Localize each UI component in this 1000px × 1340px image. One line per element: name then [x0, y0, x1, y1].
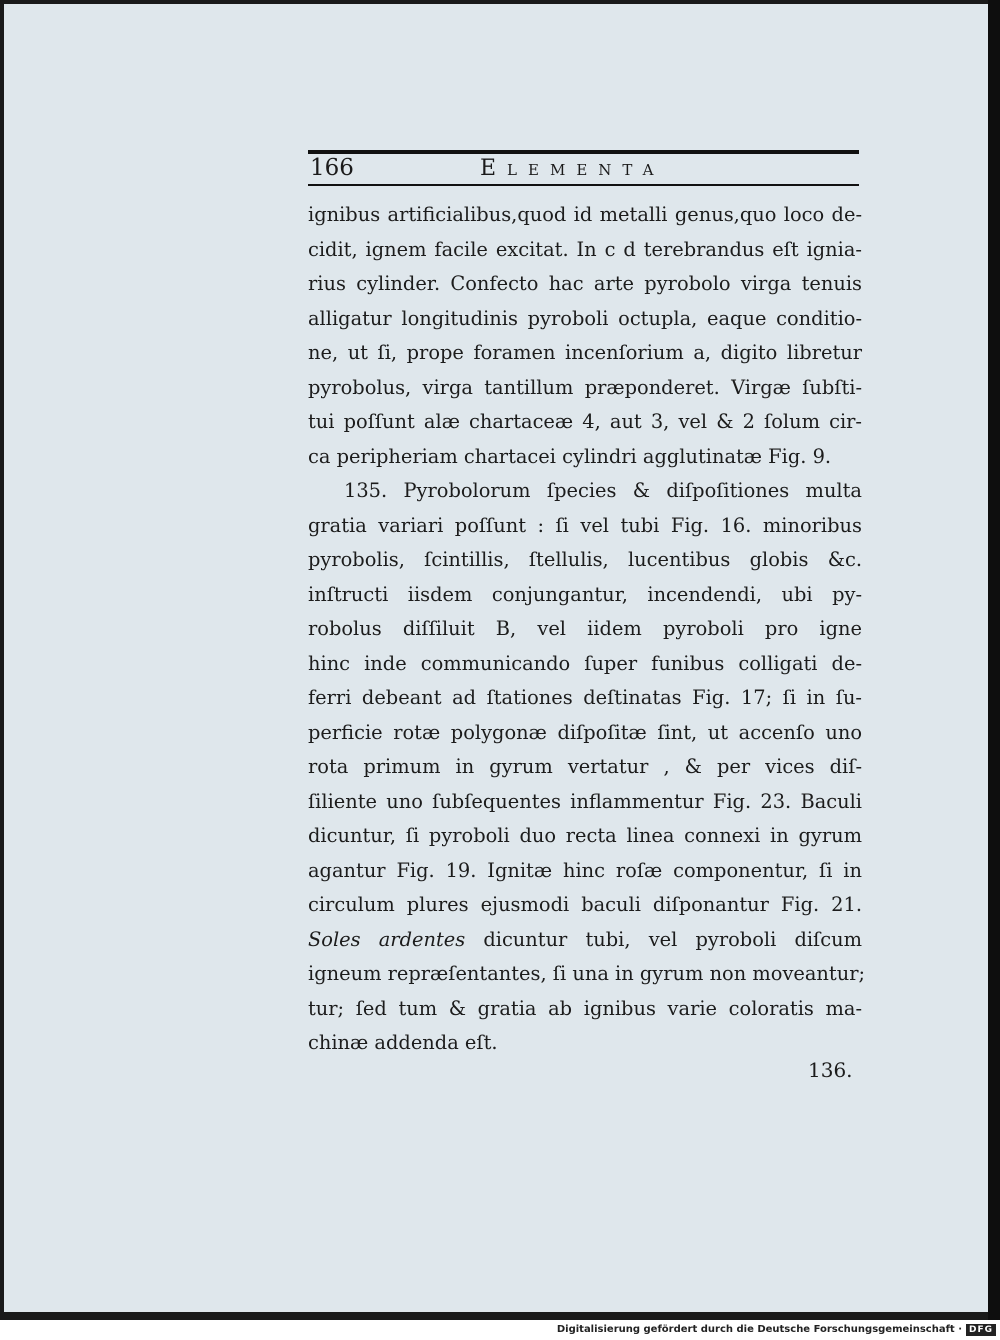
- running-title: Elementa: [480, 156, 665, 181]
- text-line: alligatur longitudinis pyroboli octupla, eaque conditio-: [308, 306, 862, 330]
- text-line: rius cylinder. Confecto hac arte pyrobolo virga tenuis: [308, 272, 862, 295]
- text-line: ignibus artificialibus,quod id metalli genus,quo loco de-: [308, 203, 862, 226]
- running-head: [308, 154, 859, 184]
- text-line: chinæ addenda eſt.: [308, 1031, 498, 1054]
- scan-edge: [988, 0, 1000, 1320]
- text-line: inſtructi iisdem conjungantur, incendendi, ubi py-: [308, 582, 862, 606]
- text-line: hinc inde communicando ſuper funibus colligati de-: [308, 651, 862, 675]
- text-line: circulum plures ejusmodi baculi diſponantur Fig. 21.: [308, 893, 862, 916]
- line-remainder: dicuntur tubi, vel pyroboli diſcum: [483, 927, 862, 951]
- text-line: gratia variari poſſunt : ſi vel tubi Fig. 16. minoribus: [308, 513, 862, 537]
- text-line: pyrobolis, ſcintillis, ſtellulis, lucentibus globis &c.: [308, 548, 862, 571]
- italic-phrase: Soles ardentes: [308, 927, 466, 951]
- text-line: igneum repræſentantes, ſi una in gyrum non moveantur;: [308, 962, 866, 985]
- catchword: 136.: [808, 1058, 853, 1082]
- dfg-logo-icon: DFG: [966, 1324, 996, 1336]
- paragraph-start-line: 135. Pyrobolorum ſpecies & diſpoſitiones multa: [344, 479, 862, 502]
- text-line: agantur Fig. 19. Ignitæ hinc roſæ componentur, ſi in: [308, 858, 862, 882]
- funding-credit: Digitalisierung gefördert durch die Deutsche Forschungsgemeinschaft ·: [556, 1324, 962, 1335]
- footer-bar: [0, 1320, 1000, 1340]
- text-line: ne, ut ſi, prope foramen incenſorium a, digito libretur: [308, 341, 862, 364]
- text-line: tur; ſed tum & gratia ab ignibus varie coloratis ma-: [308, 996, 862, 1020]
- text-line: robolus diſſiluit B, vel iidem pyroboli pro igne: [308, 617, 862, 640]
- text-line: cidit, ignem facile excitat. In c d terebrandus eſt ignia-: [308, 237, 862, 261]
- text-line: rota primum in gyrum vertatur , & per vices diſ-: [308, 755, 862, 778]
- header-rule-bottom: [308, 184, 859, 186]
- text-line: [308, 923, 862, 958]
- text-line: ca peripheriam chartacei cylindri agglutinatæ Fig. 9.: [308, 444, 832, 468]
- text-line: pyrobolus, virga tantillum præponderet. Virgæ ſubſti-: [308, 375, 862, 399]
- text-line: dicuntur, ſi pyroboli duo recta linea connexi in gyrum: [308, 824, 862, 847]
- body-text: [308, 198, 866, 1061]
- text-line: tui poſſunt alæ chartaceæ 4, aut 3, vel & 2 ſolum cir-: [308, 410, 862, 433]
- text-line: ferri debeant ad ſtationes deſtinatas Fig. 17; ſi in ſu-: [308, 686, 862, 709]
- text-line: perficie rotæ polygonæ diſpoſitæ ſint, ut accenſo uno: [308, 720, 862, 744]
- text-line: ſiliente uno ſubſequentes inflammentur Fig. 23. Baculi: [308, 789, 862, 813]
- page-number: 166: [310, 155, 354, 181]
